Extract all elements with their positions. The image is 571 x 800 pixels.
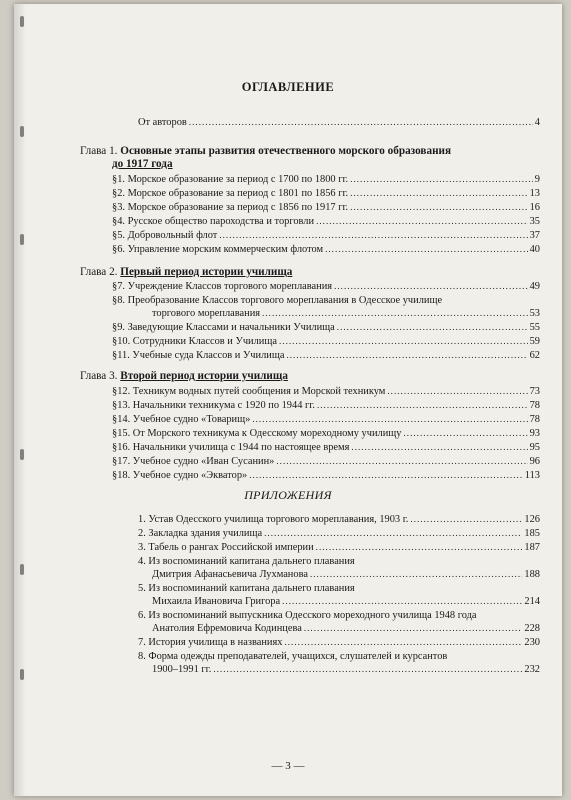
toc-entry[interactable]: §16. Начальники училища с 1944 по настоящее время . . . 95 bbox=[80, 441, 540, 454]
appendix-entry[interactable]: 7. История училища в названиях . . . 230 bbox=[80, 636, 540, 649]
binding-hole-mark bbox=[20, 449, 24, 460]
toc-entry[interactable]: §18. Учебное судно «Экватор» . . . 113 bbox=[80, 469, 540, 482]
toc-entry[interactable]: §15. От Морского техникума к Одесскому мореходному училищу . . . 93 bbox=[80, 427, 540, 440]
appendix-title: ПРИЛОЖЕНИЯ bbox=[244, 488, 332, 502]
binding-hole-mark bbox=[20, 669, 24, 680]
chapter-3-heading: Глава 3. Второй период истории училища bbox=[80, 370, 288, 382]
appendix-entry-cont[interactable]: Дмитрия Афанасьевича Лухманова . . . 188 bbox=[80, 568, 540, 581]
appendix-entry[interactable]: 4. Из воспоминаний капитана дальнего плавания bbox=[138, 556, 355, 567]
appendix-entry-cont[interactable]: Анатолия Ефремовича Кодинцева . . . 228 bbox=[80, 622, 540, 635]
appendix-entry[interactable]: 3. Табель о рангах Российской империи . . . 187 bbox=[80, 541, 540, 554]
toc-entry-intro[interactable]: От авторов . . . 4 bbox=[80, 116, 540, 129]
appendix-entry[interactable]: 8. Форма одежды преподавателей, учащихся, слушателей и курсантов bbox=[138, 651, 448, 662]
appendix-entry-cont[interactable]: Михаила Ивановича Григора . . . 214 bbox=[80, 595, 540, 608]
binding-hole-mark bbox=[20, 16, 24, 27]
binding-hole-mark bbox=[20, 126, 24, 137]
toc-entry[interactable]: §17. Учебное судно «Иван Сусанин» . . . 96 bbox=[80, 455, 540, 468]
toc-entry[interactable]: §4. Русское общество пароходства и торговли . . . 35 bbox=[80, 215, 540, 228]
toc-entry[interactable]: §7. Учреждение Классов торгового мореплавания . . . 49 bbox=[80, 280, 540, 293]
toc-entry[interactable]: §12. Техникум водных путей сообщения и Морской техникум . . . 73 bbox=[80, 385, 540, 398]
binding-hole-mark bbox=[20, 234, 24, 245]
toc-entry[interactable]: §2. Морское образование за период с 1801 по 1856 гг. . . . 13 bbox=[80, 187, 540, 200]
appendix-entry-cont[interactable]: 1900–1991 гг. . . . 232 bbox=[80, 663, 540, 676]
chapter-1-heading-cont: до 1917 года bbox=[112, 158, 173, 170]
toc-entry[interactable]: §11. Учебные суда Классов и Училища . . . 62 bbox=[80, 349, 540, 362]
appendix-entry[interactable]: 6. Из воспоминаний выпускника Одесского мореходного училища 1948 года bbox=[138, 610, 477, 621]
toc-entry-cont[interactable]: торгового мореплавания . . . 53 bbox=[80, 307, 540, 320]
appendix-entry[interactable]: 2. Закладка здания училища . . . 185 bbox=[80, 527, 540, 540]
toc-entry[interactable]: §3. Морское образование за период с 1856 по 1917 гг. . . . 16 bbox=[80, 201, 540, 214]
binding-hole-mark bbox=[20, 564, 24, 575]
page-title: ОГЛАВЛЕНИЕ bbox=[241, 80, 335, 94]
toc-entry[interactable]: §13. Начальники техникума с 1920 по 1944 гг. . . . 78 bbox=[80, 399, 540, 412]
toc-entry[interactable]: §14. Учебное судно «Товарищ» . . . 78 bbox=[80, 413, 540, 426]
page-number: — 3 — bbox=[271, 760, 305, 772]
appendix-entry[interactable]: 1. Устав Одесского училища торгового мореплавания, 1903 г. . . . 126 bbox=[80, 513, 540, 526]
toc-entry[interactable]: §9. Заведующие Классами и начальники Училища . . . 55 bbox=[80, 321, 540, 334]
toc-entry[interactable]: §10. Сотрудники Классов и Училища . . . 59 bbox=[80, 335, 540, 348]
toc-entry[interactable]: §5. Добровольный флот . . . 37 bbox=[80, 229, 540, 242]
toc-entry[interactable]: §8. Преобразование Классов торгового мореплавания в Одесское училище bbox=[112, 295, 443, 306]
toc-entry[interactable]: §6. Управление морским коммерческим флотом . . . 40 bbox=[80, 243, 540, 256]
document-page bbox=[14, 4, 562, 796]
chapter-2-heading: Глава 2. Первый период истории училища bbox=[80, 266, 293, 278]
appendix-entry[interactable]: 5. Из воспоминаний капитана дальнего плавания bbox=[138, 583, 355, 594]
chapter-1-heading: Глава 1. Основные этапы развития отечественного морского образования bbox=[80, 145, 452, 157]
toc-entry[interactable]: §1. Морское образование за период с 1700 по 1800 гг. . . . 9 bbox=[80, 173, 540, 186]
